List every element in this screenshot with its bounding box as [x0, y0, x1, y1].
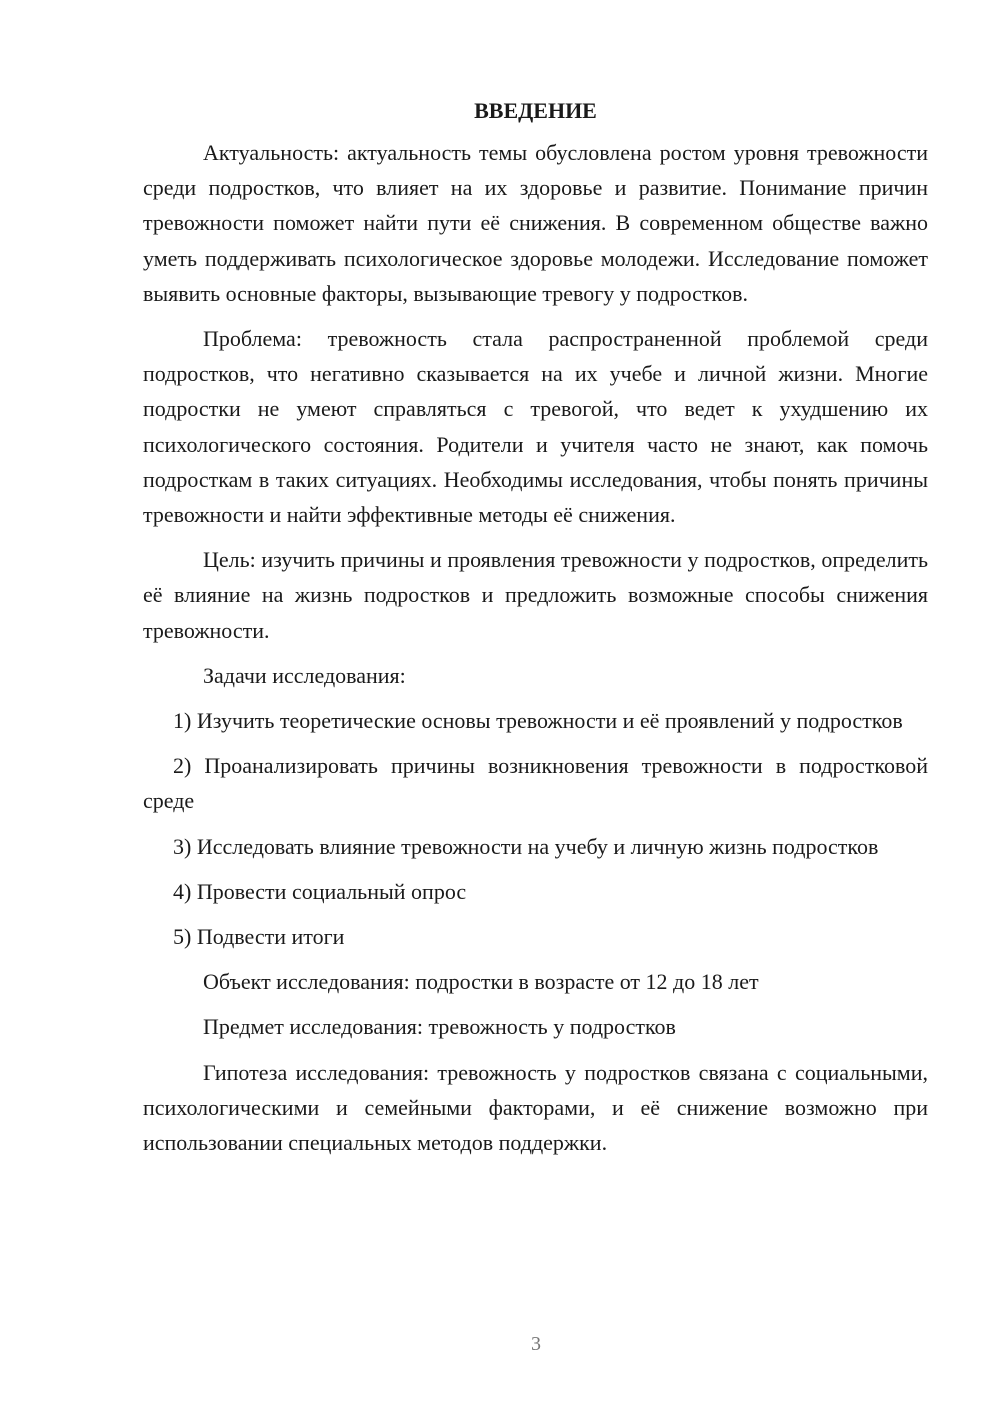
task-item-4: 4) Провести социальный опрос	[173, 878, 467, 904]
problem-paragraph: Проблема: тревожность стала распространенной проблемой среди подростков, что негативно сказывается на их учебе и личной жизни. Многие подростки не умеют справляться с тревогой, что ведет к ухудшению их психологического состояния. Родители и учителя часто не знают, как помочь подросткам в таких ситуациях. Необходимы исследования, чтобы понять причины тревожности и найти эффективные методы её снижения.	[143, 326, 928, 528]
section-title: ВВЕДЕНИЕ	[474, 98, 597, 123]
task-item-3: 3) Исследовать влияние тревожности на учебу и личную жизнь подростков	[173, 833, 879, 859]
research-object: Объект исследования: подростки в возрасте от 12 до 18 лет	[203, 969, 759, 995]
task-item-1: 1) Изучить теоретические основы тревожности и её проявлений у подростков	[173, 708, 903, 734]
page-body	[143, 93, 928, 1160]
relevance-paragraph: Актуальность: актуальность темы обусловлена ростом уровня тревожности среди подростков, что влияет на их здоровье и развитие. Понимание причин тревожности поможет найти пути её снижения. В современном обществе важно уметь поддерживать психологическое здоровье молодежи. Исследование поможет выявить основные факторы, вызывающие тревогу у подростков.	[143, 140, 928, 306]
task-item-2: 2) Проанализировать причины возникновения тревожности в подростковой среде	[143, 753, 928, 814]
goal-paragraph: Цель: изучить причины и проявления тревожности у подростков, определить её влияние на жизнь подростков и предложить возможные способы снижения тревожности.	[143, 547, 928, 643]
research-hypothesis: Гипотеза исследования: тревожность у подростков связана с социальными, психологическими и семейными факторами, и её снижение возможно при использовании специальных методов поддержки.	[143, 1059, 928, 1156]
tasks-heading: Задачи исследования:	[203, 662, 406, 688]
page-number: 3	[531, 1333, 541, 1355]
task-item-5: 5) Подвести итоги	[173, 924, 345, 950]
research-subject: Предмет исследования: тревожность у подростков	[203, 1014, 676, 1040]
